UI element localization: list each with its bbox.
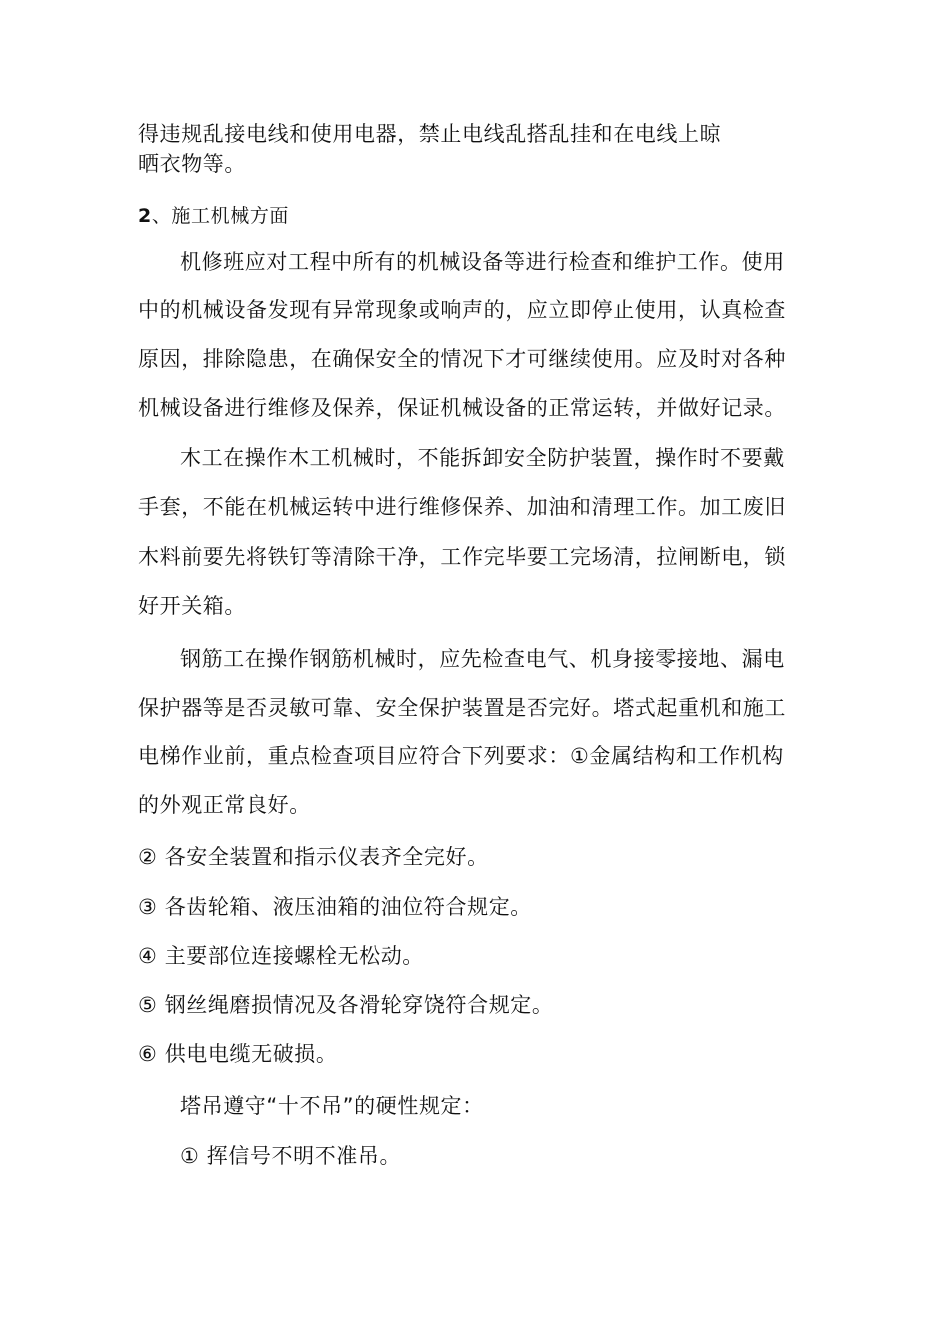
- paragraph-2-line-4: 好开关箱。: [138, 594, 246, 618]
- checklist-item: ③ 各齿轮箱、液压油箱的油位符合规定。: [138, 895, 532, 919]
- paragraph-3-line-4: 的外观正常良好。: [138, 793, 311, 817]
- paragraph-1-line-2: 中的机械设备发现有异常现象或响声的，应立即停止使用，认真检查: [138, 298, 786, 322]
- paragraph-3-line-1: 钢筋工在操作钢筋机械时，应先检查电气、机身接零接地、漏电: [180, 647, 785, 671]
- checklist-item: ⑤ 钢丝绳磨损情况及各滑轮穿饶符合规定。: [138, 993, 554, 1017]
- paragraph-2-line-2: 手套，不能在机械运转中进行维修保养、加油和清理工作。加工废旧: [138, 495, 786, 519]
- paragraph-2-line-1: 木工在操作木工机械时，不能拆卸安全防护装置，操作时不要戴: [180, 446, 785, 470]
- checklist-item: ② 各安全装置和指示仪表齐全完好。: [138, 845, 489, 869]
- paragraph-1-line-3: 原因，排除隐患，在确保安全的情况下才可继续使用。应及时对各种: [138, 347, 786, 371]
- section-title: 、施工机械方面: [151, 205, 290, 227]
- ten-no-lift-item: ① 挥信号不明不准吊。: [180, 1144, 402, 1168]
- section-number: 2: [138, 205, 152, 227]
- paragraph-1-line-1: 机修班应对工程中所有的机械设备等进行检查和维护工作。使用: [180, 250, 785, 274]
- checklist-item: ④ 主要部位连接螺栓无松动。: [138, 944, 424, 968]
- paragraph-3-line-2: 保护器等是否灵敏可靠、安全保护装置是否完好。塔式起重机和施工: [138, 696, 786, 720]
- paragraph-2-line-3: 木料前要先将铁钉等清除干净，工作完毕要工完场清，拉闸断电，锁: [138, 545, 786, 569]
- tower-crane-rule: 塔吊遵守“十不吊”的硬性规定：: [180, 1094, 484, 1118]
- paragraph-1-line-4: 机械设备进行维修及保养，保证机械设备的正常运转，并做好记录。: [138, 396, 786, 420]
- intro-line-2: 晒衣物等。: [138, 152, 246, 176]
- section-heading: [138, 202, 289, 230]
- paragraph-3-line-3: 电梯作业前，重点检查项目应符合下列要求：①金属结构和工作机构: [138, 744, 784, 768]
- intro-line-1: 得违规乱接电线和使用电器，禁止电线乱搭乱挂和在电线上晾: [138, 122, 722, 146]
- checklist-item: ⑥ 供电电缆无破损。: [138, 1042, 338, 1066]
